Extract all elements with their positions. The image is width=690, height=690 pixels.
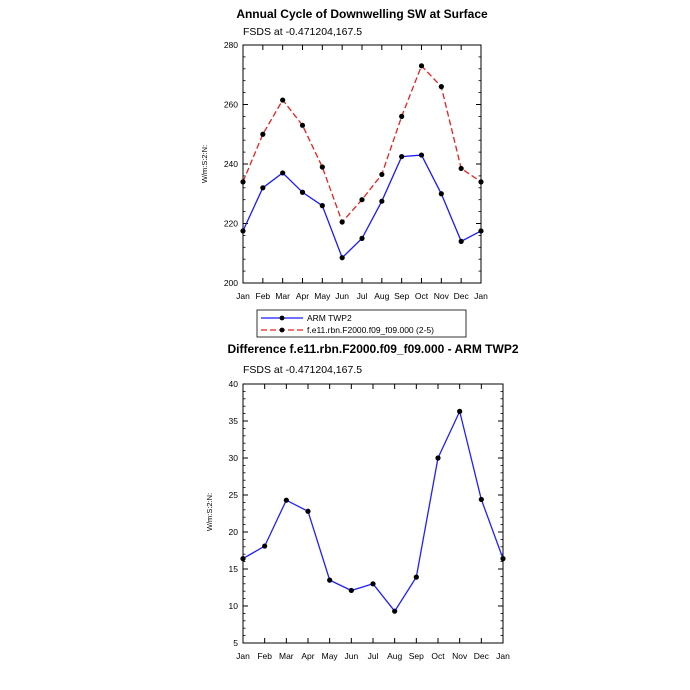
x-tick-label: Oct (431, 651, 445, 661)
legend-marker (280, 316, 285, 321)
x-tick-label: Aug (374, 291, 390, 301)
data-point (439, 84, 444, 89)
data-point (459, 239, 464, 244)
data-point (399, 154, 404, 159)
x-tick-label: May (314, 291, 331, 301)
chart-subtitle: FSDS at -0.471204,167.5 (243, 26, 363, 38)
data-point (392, 609, 397, 614)
data-point (459, 166, 464, 171)
x-tick-label: Nov (433, 291, 449, 301)
x-tick-label: Jun (335, 291, 350, 301)
data-point (320, 164, 325, 169)
data-point (240, 228, 245, 233)
data-point (300, 190, 305, 195)
x-tick-label: May (321, 651, 338, 661)
chart-title: Annual Cycle of Downwelling SW at Surface (236, 7, 488, 21)
y-tick-label: 15 (228, 564, 238, 574)
x-tick-label: Oct (414, 291, 429, 301)
y-tick-label: 260 (223, 99, 238, 110)
y-tick-label: 35 (228, 416, 238, 426)
x-tick-label: Apr (301, 651, 315, 661)
series-line-1 (243, 155, 481, 258)
data-point (399, 114, 404, 119)
data-point (419, 152, 424, 157)
y-tick-label: 30 (228, 453, 238, 463)
x-tick-label: Feb (255, 291, 271, 301)
data-point (340, 219, 345, 224)
legend-marker (280, 328, 285, 333)
data-point (280, 170, 285, 175)
plot-frame (243, 384, 503, 643)
y-axis-label: W/m:S:2:N: (205, 492, 214, 532)
data-point (240, 179, 245, 184)
y-axis-label: W/m:S:2:N: (200, 144, 209, 184)
data-point (439, 191, 444, 196)
data-point (478, 179, 483, 184)
chart-panel-1 (200, 7, 488, 337)
data-point (478, 228, 483, 233)
data-point (240, 556, 245, 561)
data-point (260, 132, 265, 137)
y-tick-label: 280 (223, 40, 238, 50)
x-tick-label: Sep (408, 651, 424, 661)
data-point (370, 581, 375, 586)
data-point (419, 63, 424, 68)
data-point (414, 575, 419, 580)
legend-label-2: f.e11.rbn.F2000.f09_f09.000 (2-5) (307, 325, 434, 335)
y-tick-label: 5 (233, 638, 238, 648)
y-tick-label: 10 (228, 601, 238, 611)
x-tick-label: Mar (275, 291, 290, 301)
x-tick-label: Dec (473, 651, 489, 661)
x-tick-label: Jan (236, 651, 250, 661)
data-point (300, 123, 305, 128)
chart-panel-2 (205, 342, 519, 661)
x-tick-label: Nov (452, 651, 468, 661)
x-tick-label: Jul (356, 291, 368, 301)
data-point (262, 543, 267, 548)
data-point (379, 199, 384, 204)
x-tick-label: Jan (236, 291, 250, 301)
data-point (359, 236, 364, 241)
data-point (280, 97, 285, 102)
y-tick-label: 40 (228, 379, 238, 389)
y-tick-label: 200 (223, 278, 238, 288)
x-tick-label: Jan (496, 651, 510, 661)
legend-label-1: ARM TWP2 (307, 313, 352, 323)
chart-subtitle: FSDS at -0.471204,167.5 (243, 364, 363, 376)
x-tick-label: Mar (279, 651, 294, 661)
plot-frame (243, 45, 481, 283)
y-tick-label: 240 (223, 159, 238, 169)
chart-title: Difference f.e11.rbn.F2000.f09_f09.000 - ARM TWP2 (227, 342, 519, 356)
x-tick-label: Jul (367, 651, 379, 661)
y-tick-label: 220 (223, 218, 238, 229)
data-point (260, 185, 265, 190)
x-tick-label: Aug (387, 651, 403, 661)
data-point (359, 197, 364, 202)
data-point (500, 556, 505, 561)
data-point (457, 409, 462, 414)
y-tick-label: 20 (228, 527, 238, 537)
x-tick-label: Dec (453, 291, 469, 301)
data-point (349, 588, 354, 593)
y-tick-label: 25 (228, 490, 238, 500)
x-tick-label: Jun (344, 651, 359, 661)
data-point (305, 509, 310, 514)
x-tick-label: Feb (257, 651, 272, 661)
x-tick-label: Jan (474, 291, 488, 301)
data-point (284, 498, 289, 503)
x-tick-label: Sep (394, 291, 410, 301)
data-point (320, 203, 325, 208)
data-point (327, 578, 332, 583)
data-point (479, 497, 484, 502)
data-point (340, 255, 345, 260)
data-point (435, 455, 440, 460)
data-point (379, 172, 384, 177)
x-tick-label: Apr (295, 291, 310, 301)
